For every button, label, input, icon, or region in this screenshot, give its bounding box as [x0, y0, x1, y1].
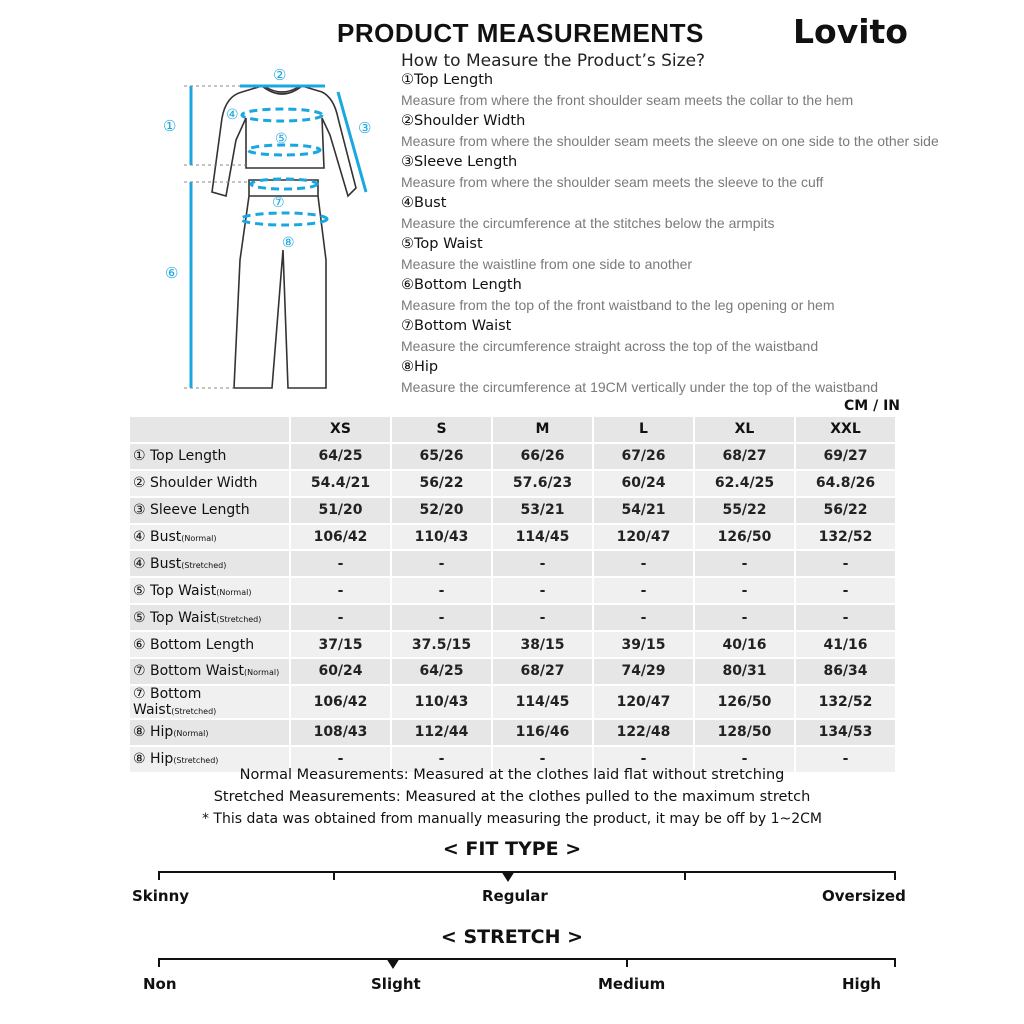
table-cell: 64/25: [392, 659, 491, 684]
table-cell: -: [392, 578, 491, 603]
row-label-qualifier: (Stretched): [216, 614, 262, 624]
scale-tick: [158, 958, 160, 967]
table-cell: 132/52: [796, 686, 895, 718]
stretch-title: < STRETCH >: [440, 926, 584, 948]
row-label: ④ Bust: [133, 555, 182, 572]
table-cell: 62.4/25: [695, 471, 794, 496]
scale-tick: [333, 871, 335, 880]
table-cell: 51/20: [291, 498, 390, 523]
row-label-qualifier: (Normal): [216, 587, 252, 597]
fit-label-skinny: Skinny: [132, 887, 190, 905]
table-cell: -: [594, 578, 693, 603]
row-label-qualifier: (Stretched): [171, 706, 217, 716]
table-row: [130, 471, 895, 496]
size-header: S: [392, 417, 491, 442]
table-cell: 110/43: [392, 525, 491, 550]
label-shoulder-width: ②: [273, 67, 287, 84]
table-cell: 54.4/21: [291, 471, 390, 496]
guide-item-title: ⑧Hip: [401, 359, 439, 375]
table-row: [130, 578, 895, 603]
table-row: [130, 720, 895, 745]
table-cell: 114/45: [493, 686, 592, 718]
table-cell: 41/16: [796, 632, 895, 657]
table-cell: 126/50: [695, 686, 794, 718]
page-title: PRODUCT MEASUREMENTS: [337, 18, 704, 48]
size-header: XS: [291, 417, 390, 442]
table-cell: -: [392, 551, 491, 576]
label-bottom-waist: ⑦: [272, 194, 285, 210]
row-label: ⑧ Hip: [133, 751, 174, 768]
table-cell: 64/25: [291, 444, 390, 469]
table-cell: 66/26: [493, 444, 592, 469]
table-cell: -: [291, 578, 390, 603]
row-label-cell: [130, 605, 289, 630]
guide-item-desc: Measure from where the shoulder seam meets the sleeve to the cuff: [401, 174, 824, 190]
table-cell: -: [695, 578, 794, 603]
table-cell: 68/27: [695, 444, 794, 469]
fit-label-regular: Regular: [482, 887, 548, 905]
table-row: [130, 498, 895, 523]
scale-tick: [684, 871, 686, 880]
row-label: ③ Sleeve Length: [133, 502, 250, 519]
fit-type-title: < FIT TYPE >: [442, 838, 582, 860]
label-sleeve-length: ③: [358, 120, 372, 137]
scale-tick: [894, 871, 896, 880]
table-cell: 122/48: [594, 720, 693, 745]
table-cell: 68/27: [493, 659, 592, 684]
table-header-row: [130, 417, 895, 442]
label-bust: ④: [226, 106, 239, 122]
row-label: ② Shoulder Width: [133, 475, 258, 492]
table-cell: 116/46: [493, 720, 592, 745]
table-cell: 69/27: [796, 444, 895, 469]
guide-item-title: ⑤Top Waist: [401, 236, 483, 252]
size-header: XXL: [796, 417, 895, 442]
guide-item-title: ①Top Length: [401, 72, 494, 88]
stretch-label-high: High: [842, 975, 882, 993]
row-label-qualifier: (Normal): [244, 668, 280, 678]
table-row: [130, 686, 895, 718]
row-label-cell: [130, 659, 289, 684]
table-row: [130, 659, 895, 684]
table-cell: 67/26: [594, 444, 693, 469]
table-cell: 112/44: [392, 720, 491, 745]
row-label-qualifier: (Stretched): [173, 756, 219, 766]
fit-type-marker-icon: [501, 871, 515, 882]
scale-tick: [894, 958, 896, 967]
row-label-qualifier: (Normal): [181, 534, 217, 543]
table-cell: -: [493, 551, 592, 576]
row-label-cell: [130, 551, 289, 576]
label-top-length: ①: [163, 118, 177, 135]
table-cell: 60/24: [291, 659, 390, 684]
guide-item-title: ⑦Bottom Waist: [401, 318, 512, 334]
table-cell: -: [594, 605, 693, 630]
table-cell: -: [493, 605, 592, 630]
stretch-marker-icon: [386, 958, 400, 969]
guide-item-desc: Measure from where the front shoulder seam meets the collar to the hem: [401, 92, 854, 108]
row-label: ⑤ Top Waist: [133, 582, 217, 599]
note-stretched: Stretched Measurements: Measured at the clothes pulled to the maximum stretch: [213, 789, 811, 805]
table-row: [130, 525, 895, 550]
table-row: [130, 605, 895, 630]
table-cell: 39/15: [594, 632, 693, 657]
table-cell: -: [392, 747, 491, 772]
size-table: [128, 415, 897, 774]
unit-label: CM / IN: [844, 398, 900, 414]
table-cell: 54/21: [594, 498, 693, 523]
row-label: ⑦ Bottom Waist: [133, 685, 202, 718]
stretch-label-slight: Slight: [371, 975, 421, 993]
guide-item-desc: Measure from where the shoulder seam meets the sleeve on one side to the other side: [401, 133, 939, 149]
table-cell: 38/15: [493, 632, 592, 657]
table-cell: -: [796, 747, 895, 772]
table-cell: -: [695, 551, 794, 576]
table-cell: 108/43: [291, 720, 390, 745]
table-cell: -: [594, 747, 693, 772]
row-label-cell: [130, 498, 289, 523]
guide-item-title: ⑥Bottom Length: [401, 277, 522, 293]
table-cell: -: [796, 578, 895, 603]
table-cell: 60/24: [594, 471, 693, 496]
table-cell: 53/21: [493, 498, 592, 523]
label-top-waist: ⑤: [275, 130, 288, 146]
note-normal: Normal Measurements: Measured at the clothes laid flat without stretching: [239, 767, 785, 783]
guide-question: How to Measure the Product’s Size?: [401, 51, 706, 71]
table-row: [130, 551, 895, 576]
table-cell: -: [392, 605, 491, 630]
table-cell: 74/29: [594, 659, 693, 684]
garment-diagram: [155, 62, 395, 398]
scale-tick: [158, 871, 160, 880]
size-header: M: [493, 417, 592, 442]
fit-type-scale-line: [158, 871, 896, 873]
table-cell: -: [291, 551, 390, 576]
label-bottom-length: ⑥: [165, 265, 179, 282]
table-cell: 56/22: [392, 471, 491, 496]
row-label-qualifier: (Stretched): [181, 560, 227, 570]
size-header: L: [594, 417, 693, 442]
pants-outline: [234, 180, 326, 388]
stretch-label-non: Non: [143, 975, 177, 993]
row-label-cell: [130, 525, 289, 550]
table-cell: -: [796, 605, 895, 630]
brand-logo: Lovito: [793, 12, 908, 51]
table-cell: -: [493, 578, 592, 603]
table-cell: 37/15: [291, 632, 390, 657]
row-label-cell: [130, 444, 289, 469]
table-cell: 128/50: [695, 720, 794, 745]
table-cell: 120/47: [594, 525, 693, 550]
table-cell: 132/52: [796, 525, 895, 550]
row-label-cell: [130, 720, 289, 745]
table-cell: 52/20: [392, 498, 491, 523]
row-label: ⑥ Bottom Length: [133, 636, 255, 653]
guide-item-desc: Measure from the top of the front waistband to the leg opening or hem: [401, 297, 835, 313]
table-cell: -: [291, 747, 390, 772]
fit-label-oversized: Oversized: [822, 887, 906, 905]
table-cell: 106/42: [291, 525, 390, 550]
note-disclaimer: * This data was obtained from manually measuring the product, it may be off by 1~2CM: [201, 811, 823, 827]
guide-item-title: ③Sleeve Length: [401, 154, 518, 170]
row-label-cell: [130, 578, 289, 603]
row-label-cell: [130, 632, 289, 657]
table-cell: -: [695, 747, 794, 772]
table-cell: -: [796, 551, 895, 576]
size-header: XL: [695, 417, 794, 442]
stretch-scale-line: [158, 958, 896, 960]
guide-item-desc: Measure the circumference at the stitches below the armpits: [401, 215, 775, 231]
row-label: ① Top Length: [133, 448, 227, 465]
table-cell: 126/50: [695, 525, 794, 550]
table-cell: -: [594, 551, 693, 576]
guide-item-desc: Measure the waistline from one side to another: [401, 256, 693, 272]
row-label-cell: [130, 471, 289, 496]
table-cell: 114/45: [493, 525, 592, 550]
row-label-qualifier: (Normal): [173, 729, 209, 739]
table-body: [130, 444, 895, 772]
guide-item-title: ④Bust: [401, 195, 447, 211]
table-cell: -: [291, 605, 390, 630]
row-label: ⑧ Hip: [133, 724, 174, 741]
table-cell: 40/16: [695, 632, 794, 657]
table-cell: 80/31: [695, 659, 794, 684]
scale-tick: [626, 958, 628, 967]
table-cell: -: [493, 747, 592, 772]
stretch-label-medium: Medium: [598, 975, 666, 993]
table-cell: -: [695, 605, 794, 630]
label-hip: ⑧: [282, 234, 295, 250]
table-row: [130, 632, 895, 657]
table-cell: 86/34: [796, 659, 895, 684]
table-cell: 120/47: [594, 686, 693, 718]
table-cell: 106/42: [291, 686, 390, 718]
table-cell: 57.6/23: [493, 471, 592, 496]
table-row: [130, 444, 895, 469]
row-label-cell: [130, 686, 289, 718]
guide-item-desc: Measure the circumference at 19CM vertically under the top of the waistband: [401, 379, 879, 395]
table-cell: 55/22: [695, 498, 794, 523]
row-label: ⑦ Bottom Waist: [133, 663, 245, 680]
table-cell: 110/43: [392, 686, 491, 718]
guide-item-title: ②Shoulder Width: [401, 113, 526, 129]
table-cell: 134/53: [796, 720, 895, 745]
table-cell: 56/22: [796, 498, 895, 523]
table-cell: 65/26: [392, 444, 491, 469]
guide-item-desc: Measure the circumference straight across the top of the waistband: [401, 338, 819, 354]
row-label: ⑤ Top Waist: [133, 609, 217, 626]
table-corner: [130, 417, 289, 442]
table-cell: 64.8/26: [796, 471, 895, 496]
row-label: ④ Bust: [133, 529, 182, 545]
table-cell: 37.5/15: [392, 632, 491, 657]
